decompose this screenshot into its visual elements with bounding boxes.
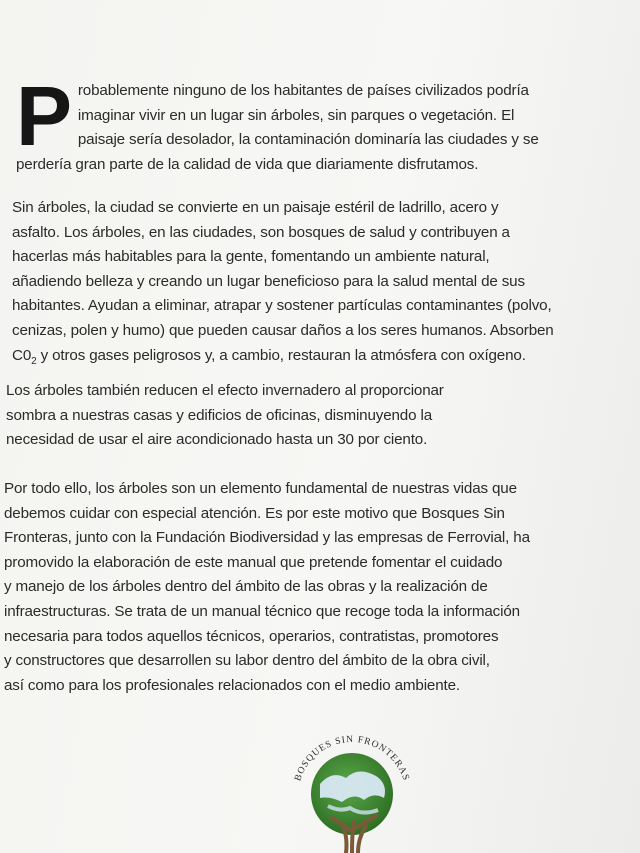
text-line: Por todo ello, los árboles son un elemento fundamental de nuestras vidas que bbox=[4, 480, 517, 497]
text-line: añadiendo belleza y creando un lugar beneficioso para la salud mental de sus bbox=[12, 272, 525, 290]
text-line: promovido la elaboración de este manual que pretende fomentar el cuidado bbox=[4, 553, 503, 571]
co2-subscript: 2 bbox=[31, 355, 37, 367]
text-line bbox=[12, 344, 610, 375]
paragraph-greenhouse bbox=[6, 379, 566, 453]
text-line: infraestructuras. Se trata de un manual técnico que recoge toda la información bbox=[4, 602, 520, 620]
co2-text: C0 bbox=[12, 346, 32, 364]
drop-cap: P bbox=[16, 69, 72, 163]
text-line: y manejo de los árboles dentro del ámbito de las obras y la realización de bbox=[4, 578, 488, 596]
logo-text: BOSQUES SIN FRONTERAS bbox=[293, 734, 411, 783]
paragraph-manual bbox=[4, 477, 604, 698]
text-line: imaginar vivir en un lugar sin árboles, sin parques o vegetación. El bbox=[77, 106, 515, 124]
text-line: necesaria para todos aquellos técnicos, operarios, contratistas, promotores bbox=[4, 627, 499, 645]
text-line: hacerlas más habitables para la gente, fomentando un ambiente natural, bbox=[12, 248, 490, 266]
text-line: así como para los profesionales relacionados con el medio ambiente. bbox=[4, 676, 460, 694]
text-line: Los árboles también reducen el efecto invernadero al proporcionar bbox=[6, 382, 444, 399]
text-line: paisaje sería desolador, la contaminación dominaría las ciudades y se bbox=[77, 131, 539, 149]
text-line: Sin árboles, la ciudad se convierte en un paisaje estéril de ladrillo, acero y bbox=[12, 199, 499, 216]
tree-trunk bbox=[332, 816, 376, 853]
text-line: habitantes. Ayudan a eliminar, atrapar y sostener partículas contaminantes (polvo, bbox=[12, 297, 552, 315]
text-fragment: y otros gases peligrosos y, a cambio, restauran la atmósfera con oxígeno. bbox=[36, 346, 526, 364]
text-line: cenizas, polen y humo) que pueden causar daños a los seres humanos. Absorben bbox=[12, 321, 554, 339]
text-line: asfalto. Los árboles, en las ciudades, son bosques de salud y contribuyen a bbox=[12, 223, 510, 241]
text-line: sombra a nuestras casas y edificios de oficinas, disminuyendo la bbox=[6, 406, 432, 424]
paragraph-city-trees bbox=[12, 196, 610, 374]
text-line: perdería gran parte de la calidad de vida que diariamente disfrutamos. bbox=[16, 155, 479, 173]
text-line: robablemente ninguno de los habitantes de países civilizados podría bbox=[77, 82, 529, 99]
text-line: debemos cuidar con especial atención. Es por este motivo que Bosques Sin bbox=[4, 504, 505, 522]
intro-paragraph bbox=[16, 69, 586, 177]
text-line: Fronteras, junto con la Fundación Biodiversidad y las empresas de Ferrovial, ha bbox=[4, 529, 530, 547]
text-line: necesidad de usar el aire acondicionado hasta un 30 por ciento. bbox=[6, 431, 428, 449]
text-line: y constructores que desarrollen su labor dentro del ámbito de la obra civil, bbox=[4, 652, 490, 670]
bosques-sin-fronteras-logo bbox=[284, 726, 420, 853]
